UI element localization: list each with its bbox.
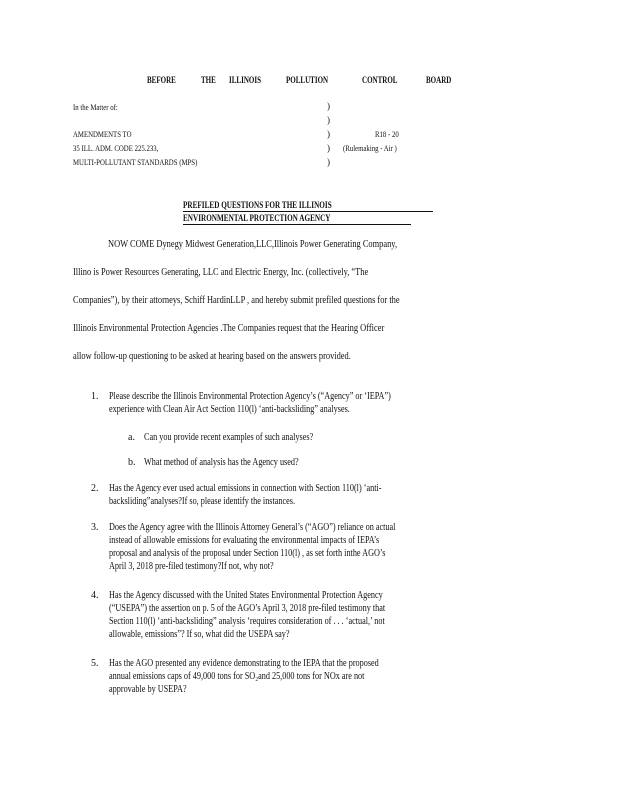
subquestion-text: Can you provide recent examples of such analyses? <box>144 432 314 443</box>
question-line: experience with Clean Air Act Section 110(l) ‘anti-backsliding” analyses. <box>109 404 350 415</box>
caption-divider: ) <box>327 129 330 139</box>
header-word: CONTROL <box>362 75 398 85</box>
intro-line: Illino is Power Resources Generating, LLC and Electric Energy, Inc. (collectively, “The <box>73 267 369 278</box>
case-number: R18 - 20 <box>375 129 399 139</box>
caption-matter: In the Matter of: <box>73 102 118 112</box>
header-word: THE <box>201 75 216 85</box>
question-line: April 3, 2018 pre-filed testimony?If not, why not? <box>109 561 274 572</box>
question-line: Does the Agency agree with the Illinois Attorney General’s (“AGO”) reliance on actual <box>109 522 396 533</box>
caption-divider: ) <box>327 115 330 125</box>
intro-line: Illinois Environmental Protection Agencies .The Companies request that the Hearing Officer <box>73 323 385 334</box>
question-number: 5. <box>91 658 99 669</box>
title-underline <box>183 224 411 225</box>
subquestion-text: What method of analysis has the Agency used? <box>144 457 299 468</box>
caption-divider: ) <box>327 101 330 111</box>
intro-line: Companies”), by their attorneys, Schiff HardinLLP , and hereby submit prefiled questions for the <box>73 295 400 306</box>
question-line: allowable, emissions”? If so, what did the USEPA say? <box>109 629 290 640</box>
question-line: backsliding”analyses?If so, please identify the instances. <box>109 496 296 507</box>
question-line: Section 110(l) ‘anti-backsliding” analysis ‘requires consideration of . . . ‘actual,’ not <box>109 616 385 627</box>
header-word: POLLUTION <box>286 75 329 85</box>
caption-amendments: AMENDMENTS TO <box>73 129 132 139</box>
question-number: 1. <box>91 391 99 402</box>
question-line: annual emissions caps of 49,000 tons for SO₂and 25,000 tons for NOx are not <box>109 671 365 682</box>
header-word: BOARD <box>426 75 452 85</box>
title-underline <box>183 211 433 212</box>
intro-line: allow follow-up questioning to be asked at hearing based on the answers provided. <box>73 351 351 362</box>
question-line: proposal and analysis of the proposal under Section 110(l) , as set forth inthe AGO’s <box>109 548 386 559</box>
caption-code: 35 ILL. ADM. CODE 225.233, <box>73 143 159 153</box>
subquestion-letter: a. <box>128 432 135 443</box>
case-type: (Rulemaking - Air ) <box>343 143 397 153</box>
caption-divider: ) <box>327 143 330 153</box>
subquestion-letter: b. <box>128 457 136 468</box>
question-line: Please describe the Illinois Environmental Protection Agency’s (“Agency” or ‘IEPA”) <box>109 391 391 402</box>
question-line: Has the Agency ever used actual emissions in connection with Section 110(l) ‘anti- <box>109 483 382 494</box>
question-line: approvable by USEPA? <box>109 684 187 695</box>
caption-divider: ) <box>327 157 330 167</box>
question-line: Has the Agency discussed with the United States Environmental Protection Agency <box>109 590 383 601</box>
title-line-1: PREFILED QUESTIONS FOR THE ILLINOIS <box>183 200 332 210</box>
question-number: 3. <box>91 522 99 533</box>
intro-line: NOW COME Dynegy Midwest Generation,LLC,Illinois Power Generating Company, <box>108 239 398 250</box>
caption-standards: MULTI-POLLUTANT STANDARDS (MPS) <box>73 157 198 167</box>
question-line: Has the AGO presented any evidence demonstrating to the IEPA that the proposed <box>109 658 379 669</box>
question-number: 2. <box>91 483 99 494</box>
header-word: ILLINOIS <box>229 75 262 85</box>
question-line: (“USEPA”) the assertion on p. 5 of the AGO’s April 3, 2018 pre-filed testimony that <box>109 603 386 614</box>
header-word: BEFORE <box>147 75 176 85</box>
title-line-2: ENVIRONMENTAL PROTECTION AGENCY <box>183 213 331 223</box>
question-line: instead of allowable emissions for evaluating the environmental impacts of IEPA’s <box>109 535 380 546</box>
question-number: 4. <box>91 590 99 601</box>
